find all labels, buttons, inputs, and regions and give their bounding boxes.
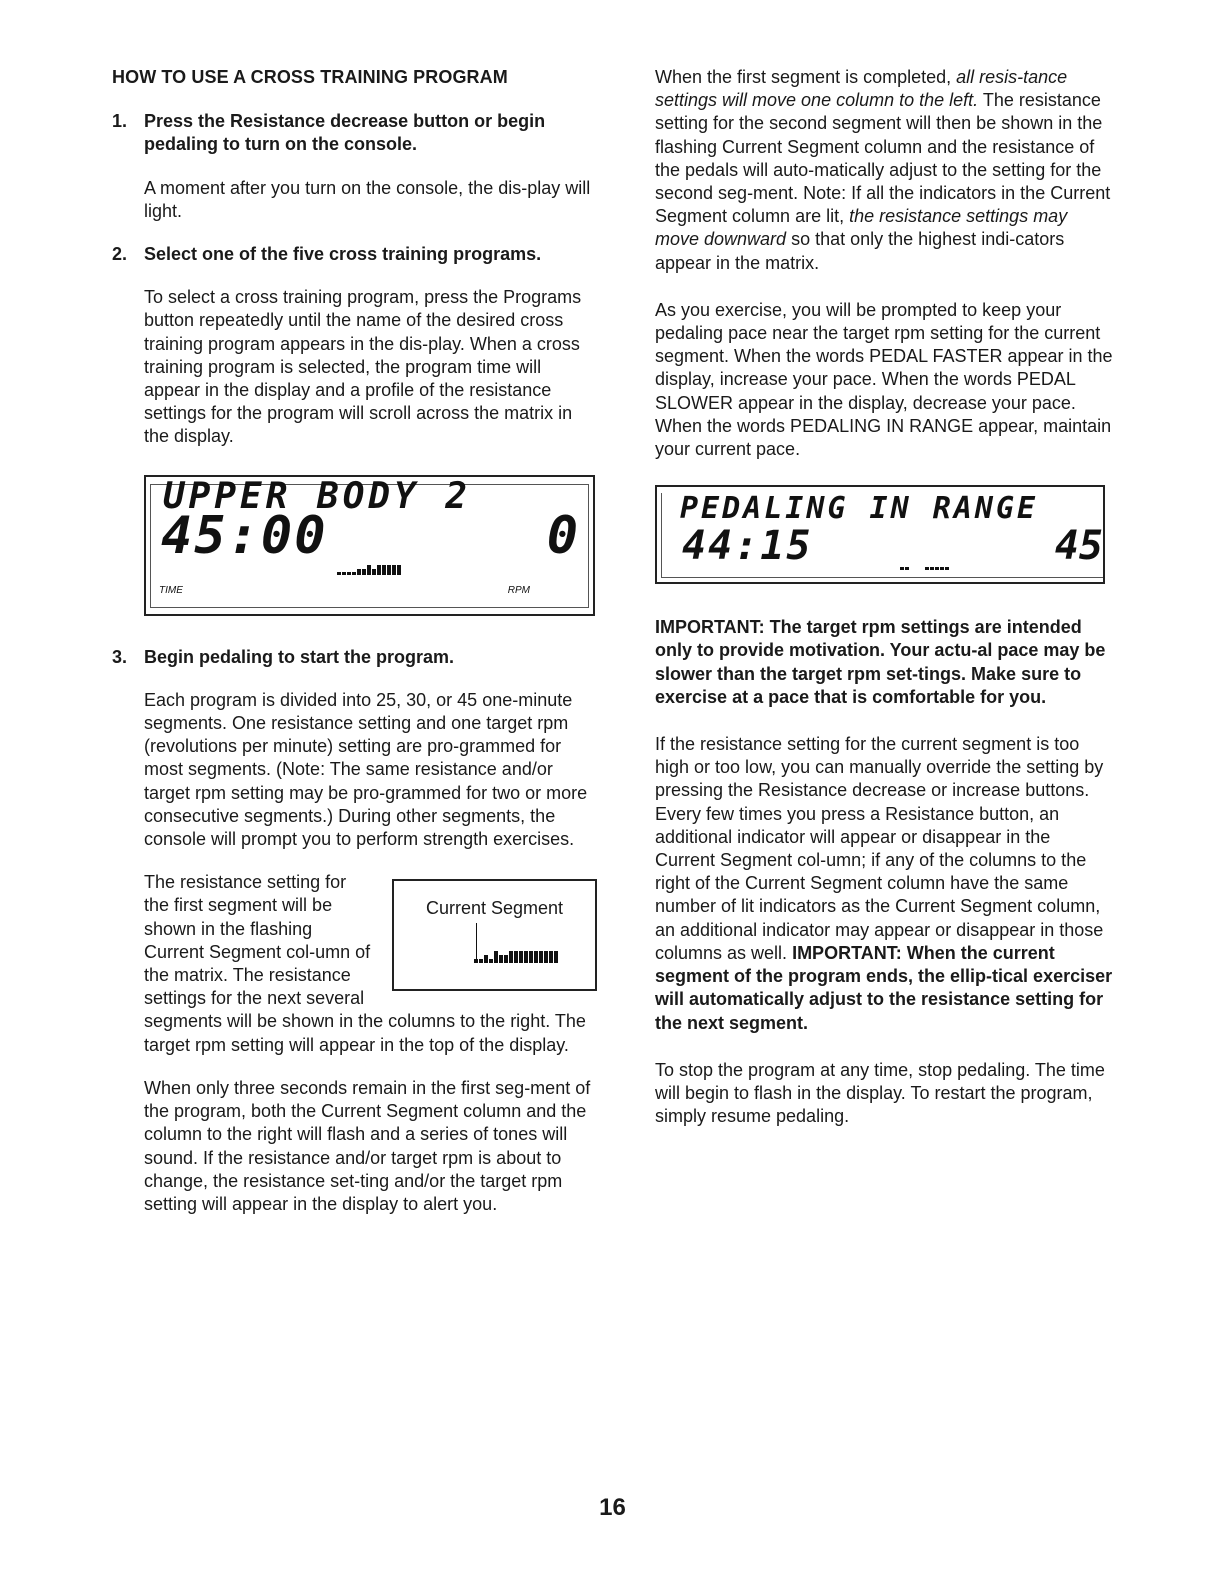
- left-column: [112, 66, 597, 1236]
- step-number: 3.: [112, 646, 128, 667]
- section-title: HOW TO USE A CROSS TRAINING PROGRAM: [112, 67, 508, 87]
- step-heading: Begin pedaling to start the program.: [144, 646, 455, 667]
- step-2: [112, 243, 597, 266]
- resistance-matrix: [337, 565, 401, 575]
- stop-paragraph: To stop the program at any time, stop pedaling. The time will begin to flash in the display. To restart the program, simply resume pedaling.: [655, 1059, 1105, 1127]
- important-run: IMPORTANT: When the current segment of the program ends, the ellip-tical exerciser will automatically adjust to the resistance setting for the next segment.: [655, 942, 1113, 1033]
- time-label: TIME: [159, 585, 183, 597]
- italic-run: the resistance settings may move downward: [655, 206, 1068, 250]
- rpm-label: RPM: [507, 585, 530, 597]
- step-number: 1.: [112, 111, 128, 132]
- step-heading: Select one of the five cross training programs.: [144, 244, 542, 265]
- override-paragraph: [655, 733, 1115, 1035]
- display-time: 45:00: [161, 505, 328, 566]
- text-run: so that only the highest indi-cators appear in the matrix.: [655, 229, 1065, 273]
- three-seconds-paragraph: When only three seconds remain in the first seg-ment of the program, both the Current Segment column and the column to the right will flash and a series of tones will sound. If the resistance and/or target rpm is about to change, the resistance set-ting and/or the target rpm setting will appear in the display to alert you.: [144, 1077, 591, 1214]
- step-1-body: A moment after you turn on the console, the dis-play will light.: [144, 177, 591, 221]
- text-run: When the first segment is completed,: [655, 67, 957, 87]
- current-segment-figure: [392, 879, 597, 991]
- display-rpm: 45: [1054, 523, 1103, 570]
- italic-run: all resis-tance settings will move one column to the left.: [655, 67, 1068, 111]
- step-3: [112, 646, 597, 669]
- step-3-body: Each program is divided into 25, 30, or 45 one-minute segments. One resistance setting and one target rpm (revolutions per minute) setting are pro-grammed for most segments. (Note: The same resistance and/or target rpm setting may be pro-grammed for two or more consecutive segments.) During other segments, the console will prompt you to perform strength exercises.: [144, 689, 588, 850]
- important-motivation: IMPORTANT: The target rpm settings are intended only to provide motivation. Your actu-al pace may be slower than the target rpm set-tings. Make sure to exercise at a pace that is comfortable for you.: [655, 617, 1106, 707]
- current-segment-label: Current Segment: [425, 898, 564, 919]
- console-display-upper-body: [144, 475, 595, 616]
- display-message: PEDALING IN RANGE: [680, 491, 1039, 527]
- right-column: [655, 66, 1115, 1152]
- page-number: 16: [599, 1494, 626, 1521]
- step-2-body: To select a cross training program, press the Programs button repeatedly until the name of the desired cross training program appears in the dis-play. When a cross training program is selected, the program time will appear in the display and a profile of the resistance settings for the program will scroll across the matrix in the display.: [144, 287, 582, 447]
- text-run: The resistance setting for the second segment will then be shown in the flashing Current Segment column and the resistance of the pedals will auto-matically adjust to the setting for the second seg-ment. Note: If all the indicators in the Current Segment column are lit,: [655, 90, 1111, 227]
- display-frame: [150, 475, 589, 608]
- step-1: [112, 110, 597, 156]
- pace-paragraph: As you exercise, you will be prompted to keep your pedaling pace near the target rpm setting for the current segment. When the words PEDAL FASTER appear in the display, increase your pace. When the words PEDAL SLOWER appear in the display, decrease your pace. When the words PEDALING IN RANGE appear, maintain your current pace.: [655, 299, 1113, 460]
- display-time: 44:15: [682, 523, 813, 570]
- segment-matrix: [474, 951, 558, 963]
- current-segment-section: [112, 871, 597, 1057]
- resistance-matrix: [900, 567, 949, 570]
- console-display-pedaling: [655, 485, 1105, 584]
- segment-completed-paragraph: [655, 66, 1115, 275]
- segment-paragraph: The resistance setting for the first segment will be shown in the flashing Current Segment col-umn of the matrix. The resistance settings for the next several segments will be shown in the columns to the right. The target rpm setting will appear in the top of the display.: [144, 872, 586, 1055]
- step-heading: Press the Resistance decrease button or begin pedaling to turn on the console.: [144, 111, 546, 155]
- text-run: If the resistance setting for the current segment is too high or too low, you can manually override the setting by pressing the Resistance decrease or increase buttons. Every few times you press a Resistance button, an additional indicator will appear or disappear in the Current Segment col-umn; if any of the columns to the right of the Current Segment column have the same number of lit indicators as the Current Segment column, an additional indicator may appear or disappear in those columns as well.: [655, 734, 1104, 963]
- display-frame: [661, 493, 1103, 578]
- display-program-name: UPPER BODY 2: [163, 475, 472, 517]
- display-rpm: 0: [546, 505, 578, 566]
- step-number: 2.: [112, 244, 128, 265]
